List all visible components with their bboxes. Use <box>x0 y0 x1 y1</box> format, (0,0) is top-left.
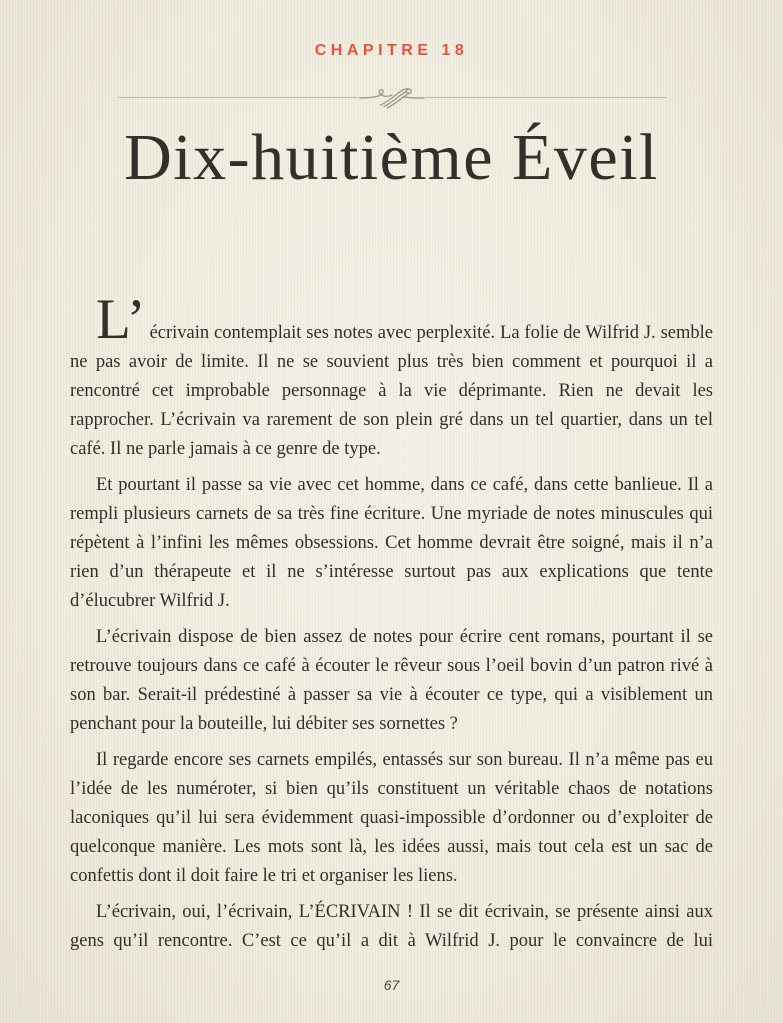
paragraph: Il regarde encore ses carnets empilés, entassés sur son bureau. Il n’a même pas eu l’idée de les numéroter, si bien qu’ils constituent un véritable chaos de notations laconiques qu’il lui sera évidemment quasi-impossible d’ordonner ou d’exploiter de quelconque manière. Les mots sont là, les idées aussi, mais tout cela est un sac de confettis dont il doit faire le tri et organiser les liens. <box>70 750 713 886</box>
chapter-label: CHAPITRE 18 <box>314 42 469 59</box>
paragraph: L’écrivain dispose de bien assez de notes pour écrire cent romans, pourtant il se retrouve toujours dans ce café à écouter le rêveur sous l’oeil bovin d’un patron rivé à son bar. Serait-il prédestiné à passer sa vie à écouter ce type, qui a visiblement un penchant pour la bouteille, lui débiter ses sornettes ? <box>70 627 713 734</box>
divider-rule-left <box>118 97 358 98</box>
drop-cap: L’ <box>96 288 147 351</box>
paragraph: Et pourtant il passe sa vie avec cet homme, dans ce café, dans cette banlieue. Il a rempli plusieurs carnets de sa très fine écriture. Une myriade de notes minuscules qui répètent à l’infini les mêmes obsessions. Cet homme devrait être soigné, mais il n’a rien d’un thérapeute et il ne s’intéresse surtout pas aux explications que tente d’élucubrer Wilfrid J. <box>70 475 713 611</box>
paragraph-text: écrivain contemplait ses notes avec perplexité. La folie de Wilfrid J. semble ne pas avoir de limite. Il ne se souvient plus très bien comment et pourquoi il a rencontré cet improbable personnage à la vie déprimante. Rien ne devait les rapprocher. L’écrivain va rarement de son plein gré dans un tel quartier, dans un tel café. Il ne parle jamais à ce genre de type. <box>70 323 713 459</box>
body-text <box>70 288 713 963</box>
paragraph-opening <box>70 288 713 464</box>
divider-rule-right <box>426 97 666 98</box>
page-number: 67 <box>383 977 400 993</box>
flourish-ornament-icon <box>359 84 425 110</box>
chapter-header <box>0 0 783 195</box>
chapter-title: Dix-huitième Éveil <box>124 121 659 194</box>
paragraph: L’écrivain, oui, l’écrivain, L’ÉCRIVAIN ! Il se dit écrivain, se présente ainsi aux gens qu’il rencontre. C’est ce qu’il a dit à Wilfrid J. pour le convaincre de lui <box>70 902 713 951</box>
section-divider <box>118 84 666 110</box>
